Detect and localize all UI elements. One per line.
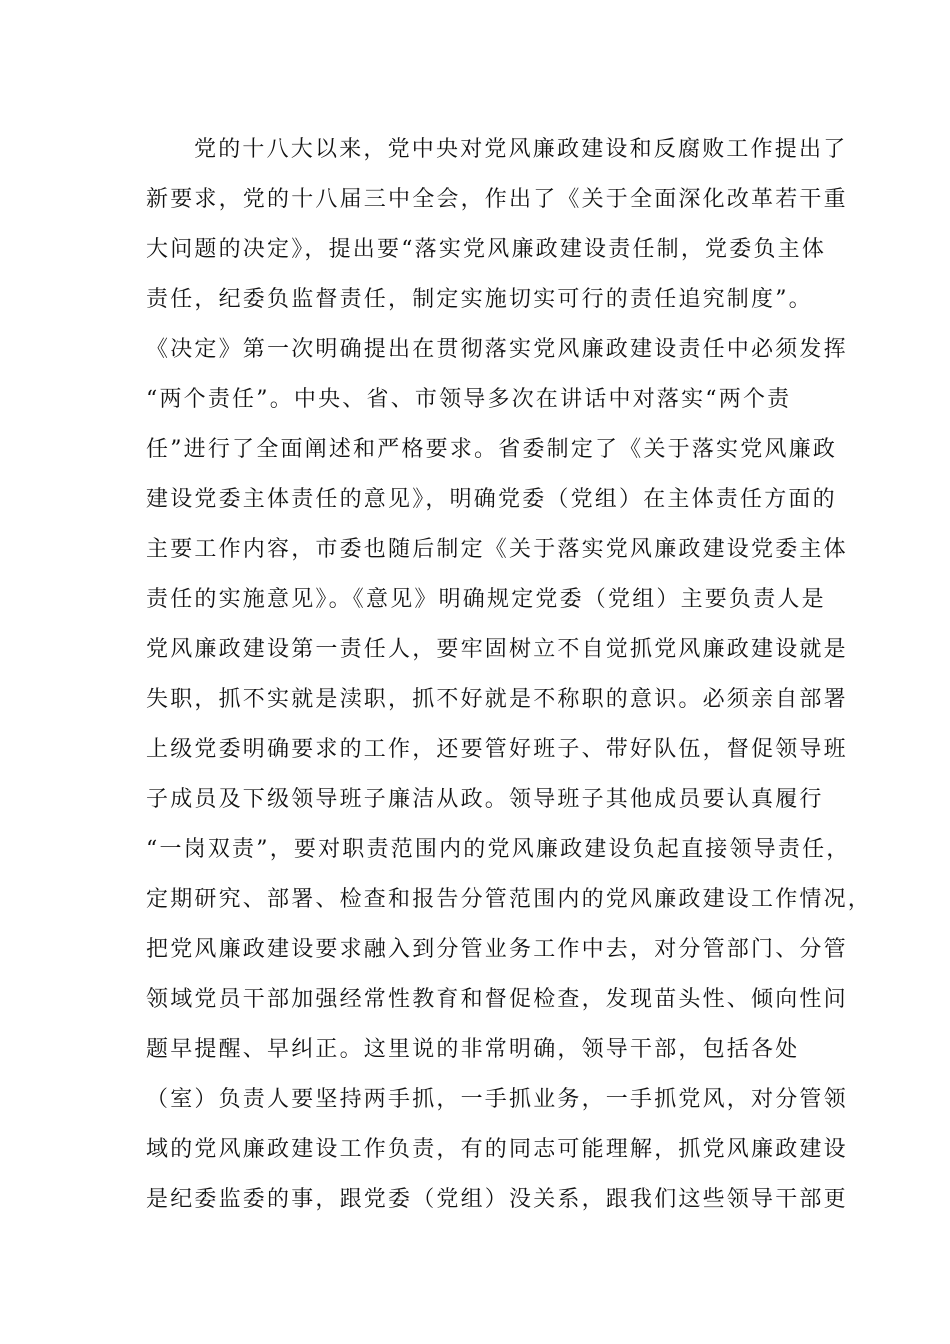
text-line: 上级党委明确要求的工作，还要管好班子、带好队伍，督促领导班: [146, 737, 848, 762]
text-line: （室）负责人要坚持两手抓，一手抓业务，一手抓党风，对分管领: [146, 1087, 848, 1112]
text-line: 党风廉政建设第一责任人，要牢固树立不自觉抓党风廉政建设就是: [146, 637, 848, 662]
text-line: 是纪委监委的事，跟党委（党组）没关系，跟我们这些领导干部更: [146, 1187, 848, 1212]
text-line: 党的十八大以来，党中央对党风廉政建设和反腐败工作提出了: [194, 137, 848, 162]
text-line: 题早提醒、早纠正。这里说的非常明确，领导干部，包括各处: [146, 1037, 800, 1062]
text-line: 主要工作内容，市委也随后制定《关于落实党风廉政建设党委主体: [146, 537, 848, 562]
text-line: 责任的实施意见》。《意见》明确规定党委（党组）主要负责人是: [146, 587, 826, 612]
text-line: 新要求，党的十八届三中全会，作出了《关于全面深化改革若干重: [146, 187, 848, 212]
text-line: “一岗双责”，要对职责范围内的党风廉政建设负起直接领导责任，: [146, 837, 851, 862]
text-line: 失职，抓不实就是渎职，抓不好就是不称职的意识。必须亲自部署: [146, 687, 848, 712]
text-line: 《决定》第一次明确提出在贯彻落实党风廉政建设责任中必须发挥: [146, 337, 848, 362]
text-line: 把党风廉政建设要求融入到分管业务工作中去，对分管部门、分管: [146, 937, 848, 962]
text-line: 建设党委主体责任的意见》，明确党委（党组）在主体责任方面的: [146, 487, 837, 512]
text-line: “两个责任”。中央、省、市领导多次在讲话中对落实“两个责: [146, 387, 792, 412]
text-line: 领域党员干部加强经常性教育和督促检查，发现苗头性、倾向性问: [146, 987, 848, 1012]
text-line: 大问题的决定》，提出要“落实党风廉政建设责任制，党委负主体: [146, 237, 827, 262]
text-line: 域的党风廉政建设工作负责，有的同志可能理解，抓党风廉政建设: [146, 1137, 848, 1162]
text-line: 责任，纪委负监督责任，制定实施切实可行的责任追究制度”。: [146, 287, 813, 312]
text-line: 任”进行了全面阐述和严格要求。省委制定了《关于落实党风廉政: [146, 437, 838, 462]
text-line: 子成员及下级领导班子廉洁从政。领导班子其他成员要认真履行: [146, 787, 824, 812]
text-line: 定期研究、部署、检查和报告分管范围内的党风廉政建设工作情况，: [146, 887, 873, 912]
